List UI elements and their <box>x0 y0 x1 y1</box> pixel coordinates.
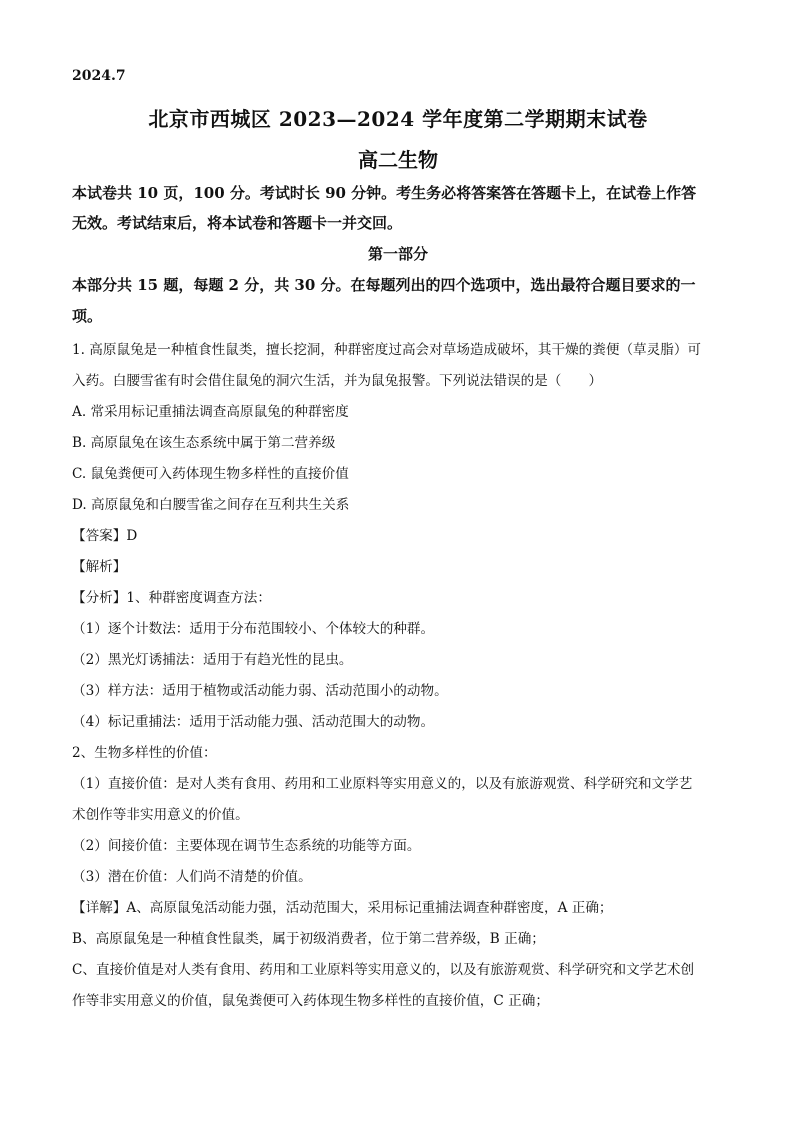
analysis-line: （3）潜在价值：人们尚不清楚的价值。 <box>72 869 312 885</box>
analysis-label: 【解析】 <box>72 559 127 575</box>
analysis-line: 2、生物多样性的价值： <box>72 745 217 761</box>
notice-line-1: 本试卷共 10 页，100 分。考试时长 90 分钟。考生务必将答案答在答题卡上，在试卷上作答 <box>72 184 697 202</box>
detail-line: C、直接价值是对人类有食用、药用和工业原料等实用意义的，以及有旅游观赏、科学研究和文学艺术创 <box>72 962 695 978</box>
answer-line: 【答案】D <box>72 528 138 544</box>
question-1 <box>72 335 724 1017</box>
analysis-line: （2）间接价值：主要体现在调节生态系统的功能等方面。 <box>72 838 421 854</box>
option-a: A. 常采用标记重捕法调查高原鼠兔的种群密度 <box>72 404 349 420</box>
part-desc-line-2: 项。 <box>72 307 103 325</box>
exam-date: 2024.7 <box>72 68 126 84</box>
analysis-line: （4）标记重捕法：适用于活动能力强、活动范围大的动物。 <box>72 714 435 730</box>
analysis-line: （1）直接价值：是对人类有食用、药用和工业原料等实用意义的，以及有旅游观赏、科学研究和文学艺 <box>72 776 693 792</box>
detail-line: B、高原鼠兔是一种植食性鼠类，属于初级消费者，位于第二营养级，B 正确； <box>72 931 545 947</box>
part-desc-line-1: 本部分共 15 题，每题 2 分，共 30 分。在每题列出的四个选项中，选出最符合题目要求的一 <box>72 276 696 294</box>
analysis-line: 【分析】1、种群密度调查方法： <box>72 590 271 606</box>
analysis-line: （3）样方法：适用于植物或活动能力弱、活动范围小的动物。 <box>72 683 448 699</box>
exam-notice <box>72 178 724 238</box>
detail-line: 作等非实用意义的价值，鼠兔粪便可入药体现生物多样性的直接价值，C 正确； <box>72 993 549 1009</box>
notice-line-2: 无效。考试结束后，将本试卷和答题卡一并交回。 <box>72 214 403 232</box>
option-d: D. 高原鼠兔和白腰雪雀之间存在互利共生关系 <box>72 497 350 513</box>
part-description <box>72 270 724 332</box>
exam-title: 北京市西城区 2023—2024 学年度第二学期期末试卷 <box>148 107 648 131</box>
detail-line: 【详解】A、高原鼠兔活动能力强，活动范围大，采用标记重捕法调查种群密度，A 正确； <box>72 900 613 916</box>
analysis-line: （2）黑光灯诱捕法：适用于有趋光性的昆虫。 <box>72 652 353 668</box>
question-stem-line-2: 入药。白腰雪雀有时会借住鼠兔的洞穴生活，并为鼠兔报警。下列说法错误的是（ ） <box>72 373 603 389</box>
option-c: C. 鼠兔粪便可入药体现生物多样性的直接价值 <box>72 466 349 482</box>
part-heading: 第一部分 <box>367 245 428 263</box>
analysis-line: （1）逐个计数法：适用于分布范围较小、个体较大的种群。 <box>72 621 435 637</box>
analysis-line: 术创作等非实用意义的价值。 <box>72 807 249 823</box>
question-stem-line-1: 1. 高原鼠兔是一种植食性鼠类，擅长挖洞，种群密度过高会对草场造成破坏，其干燥的粪便（草灵脂）可 <box>72 342 702 358</box>
exam-subject: 高二生物 <box>358 148 438 172</box>
option-b: B. 高原鼠兔在该生态系统中属于第二营养级 <box>72 435 336 451</box>
